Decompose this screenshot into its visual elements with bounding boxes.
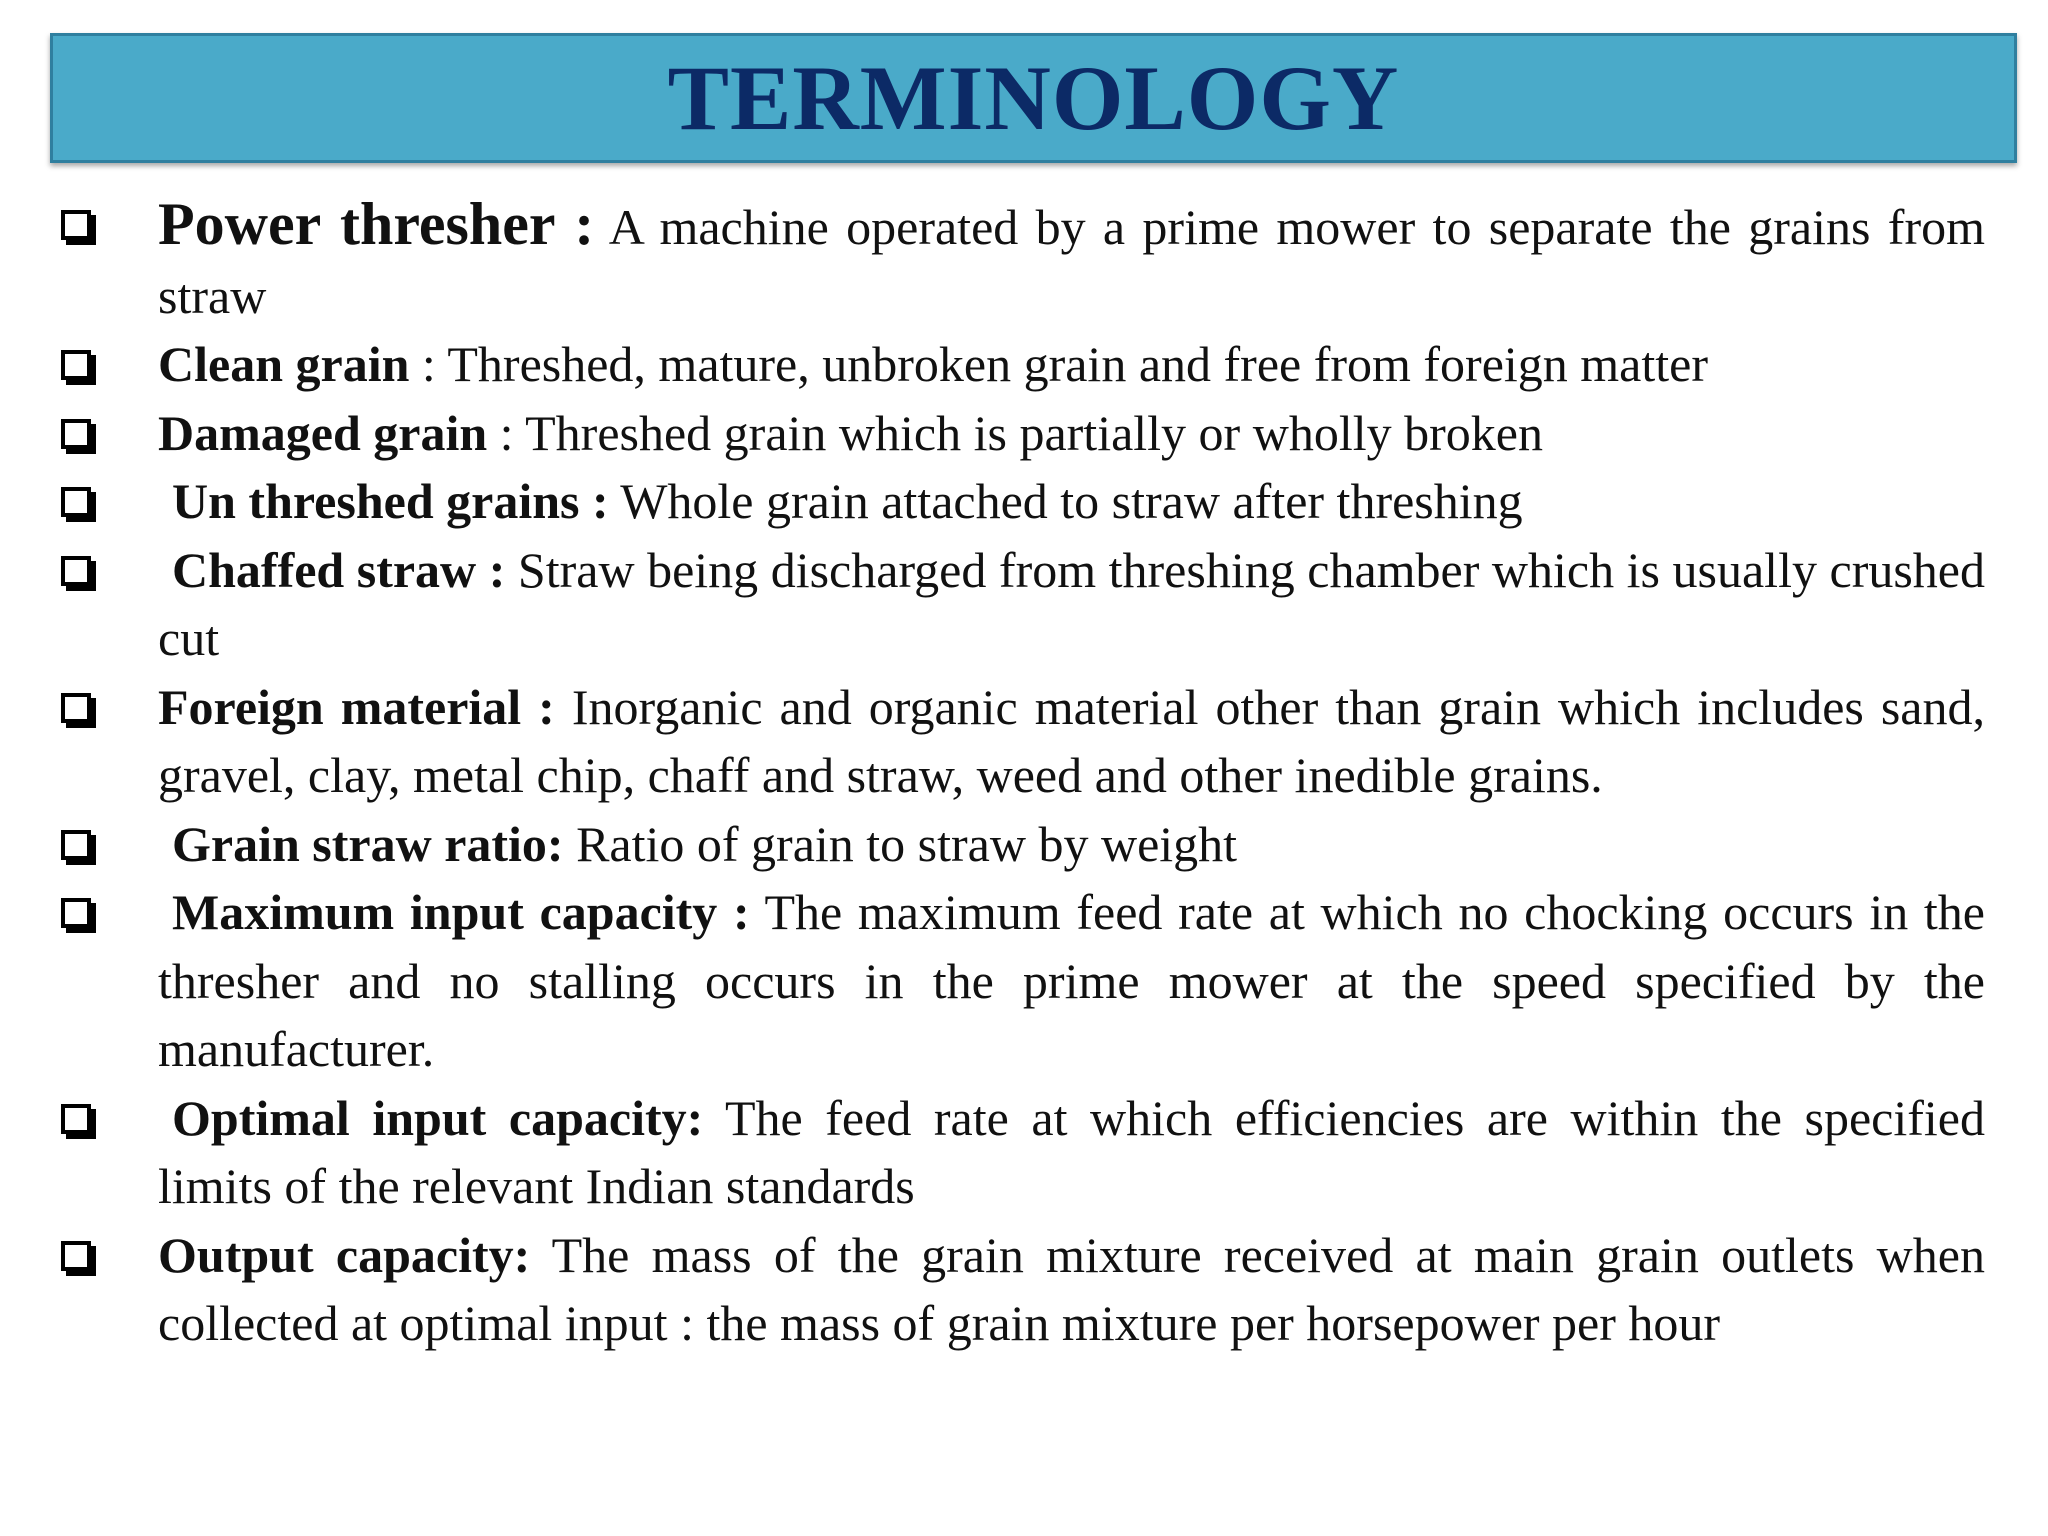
checkbox-bullet-icon [61,1241,91,1271]
term-name: Un threshed grains : [172,473,609,529]
term-name: Damaged grain [158,404,488,461]
list-item [55,1084,1985,1221]
term-definition: : Threshed, mature, unbroken grain and free from foreign matter [409,336,1708,392]
term-definition: The maximum feed rate at which no chocking occurs in the thresher and no stalling occurs in the prime mower at the speed specified by the manufacturer. [158,884,1986,1077]
term-definition: : Threshed grain which is partially or wholly broken [487,404,1543,461]
list-item [55,1221,1985,1358]
term-definition: Inorganic and organic material other than grain which includes sand, gravel, clay, metal chip, chaff and straw, weed and other inedible grains. [158,678,1985,803]
list-item [55,330,1985,399]
checkbox-bullet-icon [61,419,91,449]
checkbox-bullet-icon [61,210,91,240]
list-item [55,673,1985,810]
term-definition: Straw being discharged from threshing chamber which is usually crushed cut [158,541,1985,666]
terminology-list [55,190,1985,1358]
term-name: Foreign material : [158,678,555,735]
list-item [55,810,1985,879]
checkbox-bullet-icon [61,350,91,380]
list-item [55,190,1985,330]
term-name: Chaffed straw : [172,541,506,598]
term-definition: A machine operated by a prime mower to separate the grains from straw [158,199,1985,324]
list-item [55,467,1985,536]
list-item [55,399,1985,468]
checkbox-bullet-icon [61,693,91,723]
checkbox-bullet-icon [61,898,91,928]
term-definition: The mass of the grain mixture received at main grain outlets when collected at optimal input : the mass of grain mixture per horsepower per hour [158,1226,1985,1351]
term-name: Grain straw ratio: [172,815,564,872]
term-definition: The feed rate at which efficiencies are within the specified limits of the relevant Indian standards [158,1089,1985,1214]
list-item [55,536,1985,673]
list-item [55,878,1985,1084]
checkbox-bullet-icon [61,830,91,860]
term-name: Output capacity: [158,1226,531,1283]
checkbox-bullet-icon [61,556,91,586]
term-definition: Ratio of grain to straw by weight [563,815,1238,872]
checkbox-bullet-icon [61,487,91,517]
term-name: Maximum input capacity : [172,884,750,940]
term-name: Clean grain [158,336,410,392]
term-name: Optimal input capacity: [172,1089,704,1146]
page-title: TERMINOLOGY [667,47,1400,149]
checkbox-bullet-icon [61,1104,91,1134]
term-definition: Whole grain attached to straw after threshing [608,473,1523,529]
title-banner [50,33,2017,163]
term-name: Power thresher : [158,191,595,257]
